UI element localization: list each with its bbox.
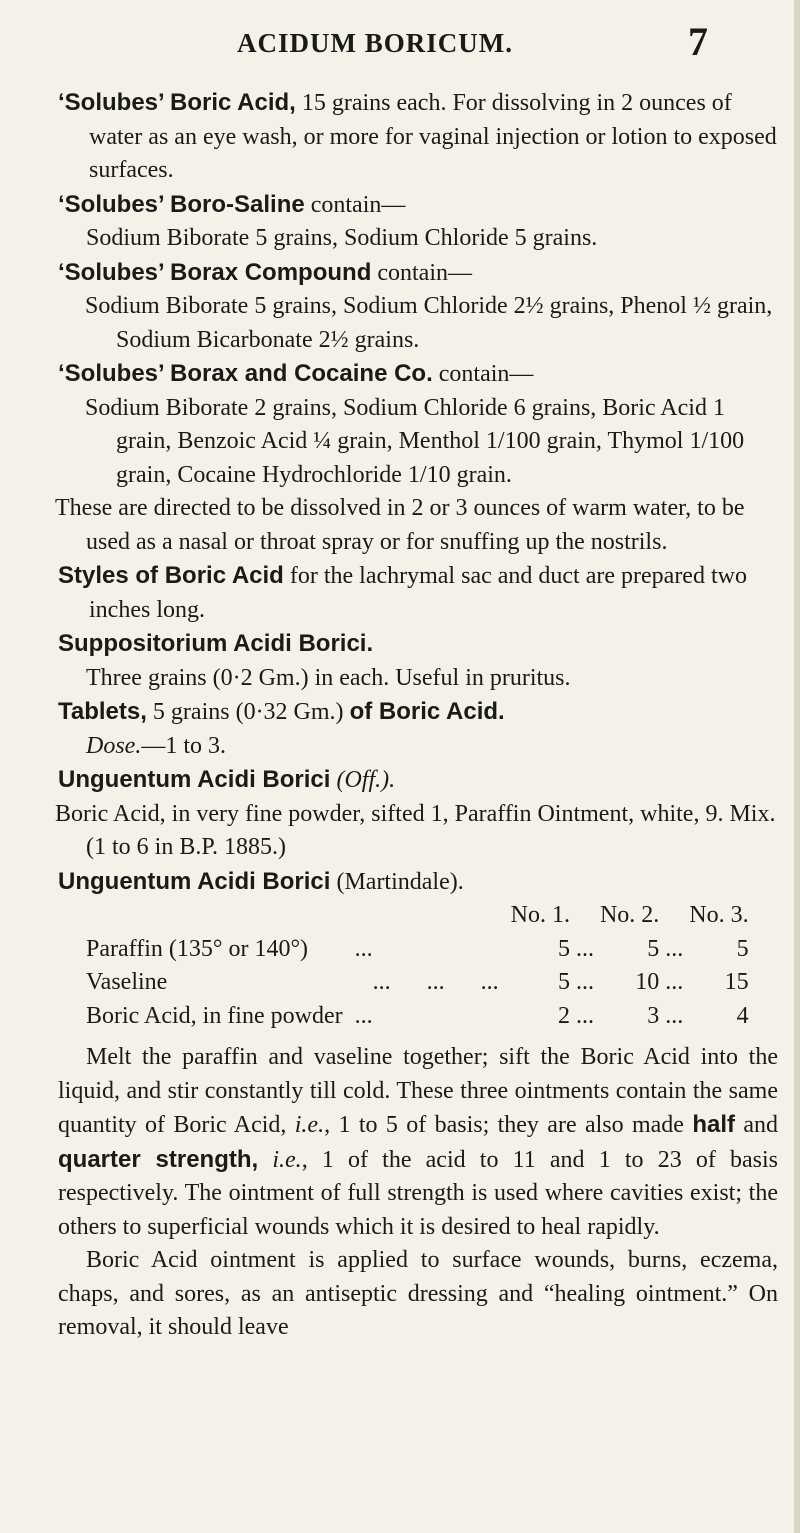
- running-title: ACIDUM BORICUM.: [237, 28, 513, 58]
- entry-unguentum-off: [58, 763, 778, 798]
- entry-title: ‘Solubes’ Boric Acid,: [58, 89, 296, 116]
- entry-styles: [58, 559, 778, 627]
- table-row: [86, 1000, 749, 1034]
- cell-sep: ...: [659, 1002, 690, 1029]
- leader-dots: ...: [342, 935, 385, 962]
- entry-title: Tablets,: [58, 698, 147, 725]
- table-cell: 5: [557, 935, 570, 962]
- abbrev-ie: i.e.: [294, 1112, 325, 1138]
- table-header-row: [86, 899, 749, 933]
- entry-text: Boric Acid, in very fine powder, sifted 1, Paraffin Ointment, white, 9. Mix. (1 to 6 in B.P. 1885.): [55, 800, 776, 860]
- method-text: and: [735, 1112, 779, 1138]
- entry-text: for the lachrymal sac and duct are prepared two inches long.: [89, 563, 747, 623]
- entry-solubes-borax-cocaine: [58, 357, 778, 392]
- recipe-table: [86, 899, 749, 1033]
- entry-title: ‘Solubes’ Boro-Saline: [58, 190, 305, 218]
- method-text: [258, 1147, 272, 1173]
- table-cell: 10: [635, 969, 660, 995]
- entry-contain: contain—: [371, 259, 472, 286]
- entry-title: Styles of Boric Acid: [58, 562, 284, 589]
- entry-contain: contain—: [304, 191, 406, 218]
- table-header-blank: [343, 899, 511, 933]
- entry-unguentum-martindale: [58, 865, 778, 900]
- entry-official: (Off.).: [336, 767, 396, 793]
- entry-text: 5 grains (0·32 Gm.): [146, 699, 350, 725]
- column-sep: [570, 899, 600, 933]
- method-text: Melt the paraffin and vaseline together; sift the Boric Acid into the liquid, and stir constantly till cold. These three ointments contain the same quantity of Boric Acid,: [58, 1044, 778, 1138]
- page-number: 7: [688, 19, 708, 64]
- entry-text: 15 grains each. For dissolving in 2 ounces of water as an eye wash, or more for vaginal injection or lotion to exposed surfaces.: [89, 90, 777, 183]
- leader-dots: ... ... ...: [342, 969, 511, 995]
- emphasis-half: half: [692, 1111, 735, 1138]
- cell-sep: ...: [569, 1002, 600, 1029]
- table-cell: 3: [647, 1002, 660, 1029]
- entry-source: (Martindale).: [330, 868, 464, 895]
- entry-title: Unguentum Acidi Borici: [58, 867, 331, 895]
- entry-title-2: of Boric Acid.: [349, 698, 505, 725]
- table-cell: 2: [557, 1002, 570, 1029]
- column-header: No. 2.: [599, 902, 660, 928]
- table-cell: 5: [736, 935, 749, 962]
- entry-ingredients: Sodium Biborate 5 grains, Sodium Chloride 2½ grains, Phenol ½ grain, Sodium Bicarbonate 2½ grains.: [85, 293, 773, 353]
- dose-value: —1 to 3.: [141, 732, 226, 759]
- table-row: [86, 966, 749, 1000]
- entry-suppositorium: [58, 627, 778, 662]
- table-cell: 15: [724, 969, 749, 995]
- usage-paragraph: Boric Acid ointment is applied to surface wounds, burns, eczema, chaps, and sores, as an antiseptic dressing and “healing ointment.” On removal, it should leave: [58, 1247, 778, 1340]
- table-cell: 5: [557, 969, 570, 995]
- page-header: [0, 18, 800, 68]
- column-header: No. 3.: [689, 902, 749, 928]
- spacer: [58, 1033, 778, 1041]
- entry-ingredients: Sodium Biborate 2 grains, Sodium Chloride 6 grains, Boric Acid 1 grain, Benzoic Acid ¼ grain, Menthol 1/100 grain, Thymol 1/100 grain, Cocaine Hydrochloride 1/10 grain.: [85, 394, 745, 488]
- table-cell: 5: [647, 935, 660, 962]
- method-text: , 1 to 5 of basis; they are also made: [324, 1112, 693, 1138]
- entry-line: Sodium Biborate 5 grains, Sodium Chloride 5 grains.: [86, 225, 598, 251]
- cell-sep: ...: [569, 935, 600, 962]
- cell-sep: ...: [659, 969, 690, 995]
- entry-title: Suppositorium Acidi Borici.: [58, 630, 374, 657]
- cell-sep: ...: [569, 969, 600, 995]
- ingredient-name: Boric Acid, in fine powder: [86, 1002, 343, 1029]
- leader-dots: ...: [342, 1002, 385, 1029]
- cell-sep: ...: [659, 935, 690, 962]
- entry-contain: contain—: [432, 361, 534, 387]
- entry-text: Three grains (0·2 Gm.) in each. Useful in pruritus.: [86, 664, 571, 691]
- entry-solubes-boric: [58, 86, 778, 188]
- entry-solubes-borax-compound: [58, 256, 778, 291]
- column-header: No. 1.: [510, 902, 570, 928]
- entry-solubes-boro-saline: [58, 188, 778, 223]
- dose-label: Dose.: [86, 732, 142, 759]
- entry-directions: These are directed to be dissolved in 2 or 3 ounces of warm water, to be used as a nasal or throat spray or for snuffing up the nostrils.: [55, 495, 745, 555]
- abbrev-ie: i.e.: [272, 1146, 302, 1173]
- entry-dose: [58, 730, 778, 764]
- page-body: [55, 86, 779, 1345]
- entry-title: ‘Solubes’ Borax and Cocaine Co.: [58, 360, 433, 387]
- ingredient-name: Vaseline: [86, 969, 168, 995]
- entry-title: Unguentum Acidi Borici: [58, 766, 331, 793]
- ingredient-name: Paraffin (135° or 140°): [86, 935, 309, 962]
- table-cell: 4: [736, 1002, 749, 1029]
- entry-tablets: [58, 695, 778, 730]
- table-row: [86, 933, 749, 967]
- entry-title: ‘Solubes’ Borax Compound: [58, 258, 372, 286]
- scan-edge: [794, 0, 800, 1533]
- emphasis-quarter: quarter strength,: [58, 1145, 259, 1173]
- table-header-blank: [86, 899, 343, 933]
- method-paragraph: [58, 1041, 778, 1244]
- method-text: , 1 of the acid to 11 and 1 to 23 of basis respectively. The ointment of full strength is used where cavities exist; the others to superficial wounds which it is desired to heal rapidly.: [58, 1146, 779, 1240]
- column-sep: [659, 899, 689, 933]
